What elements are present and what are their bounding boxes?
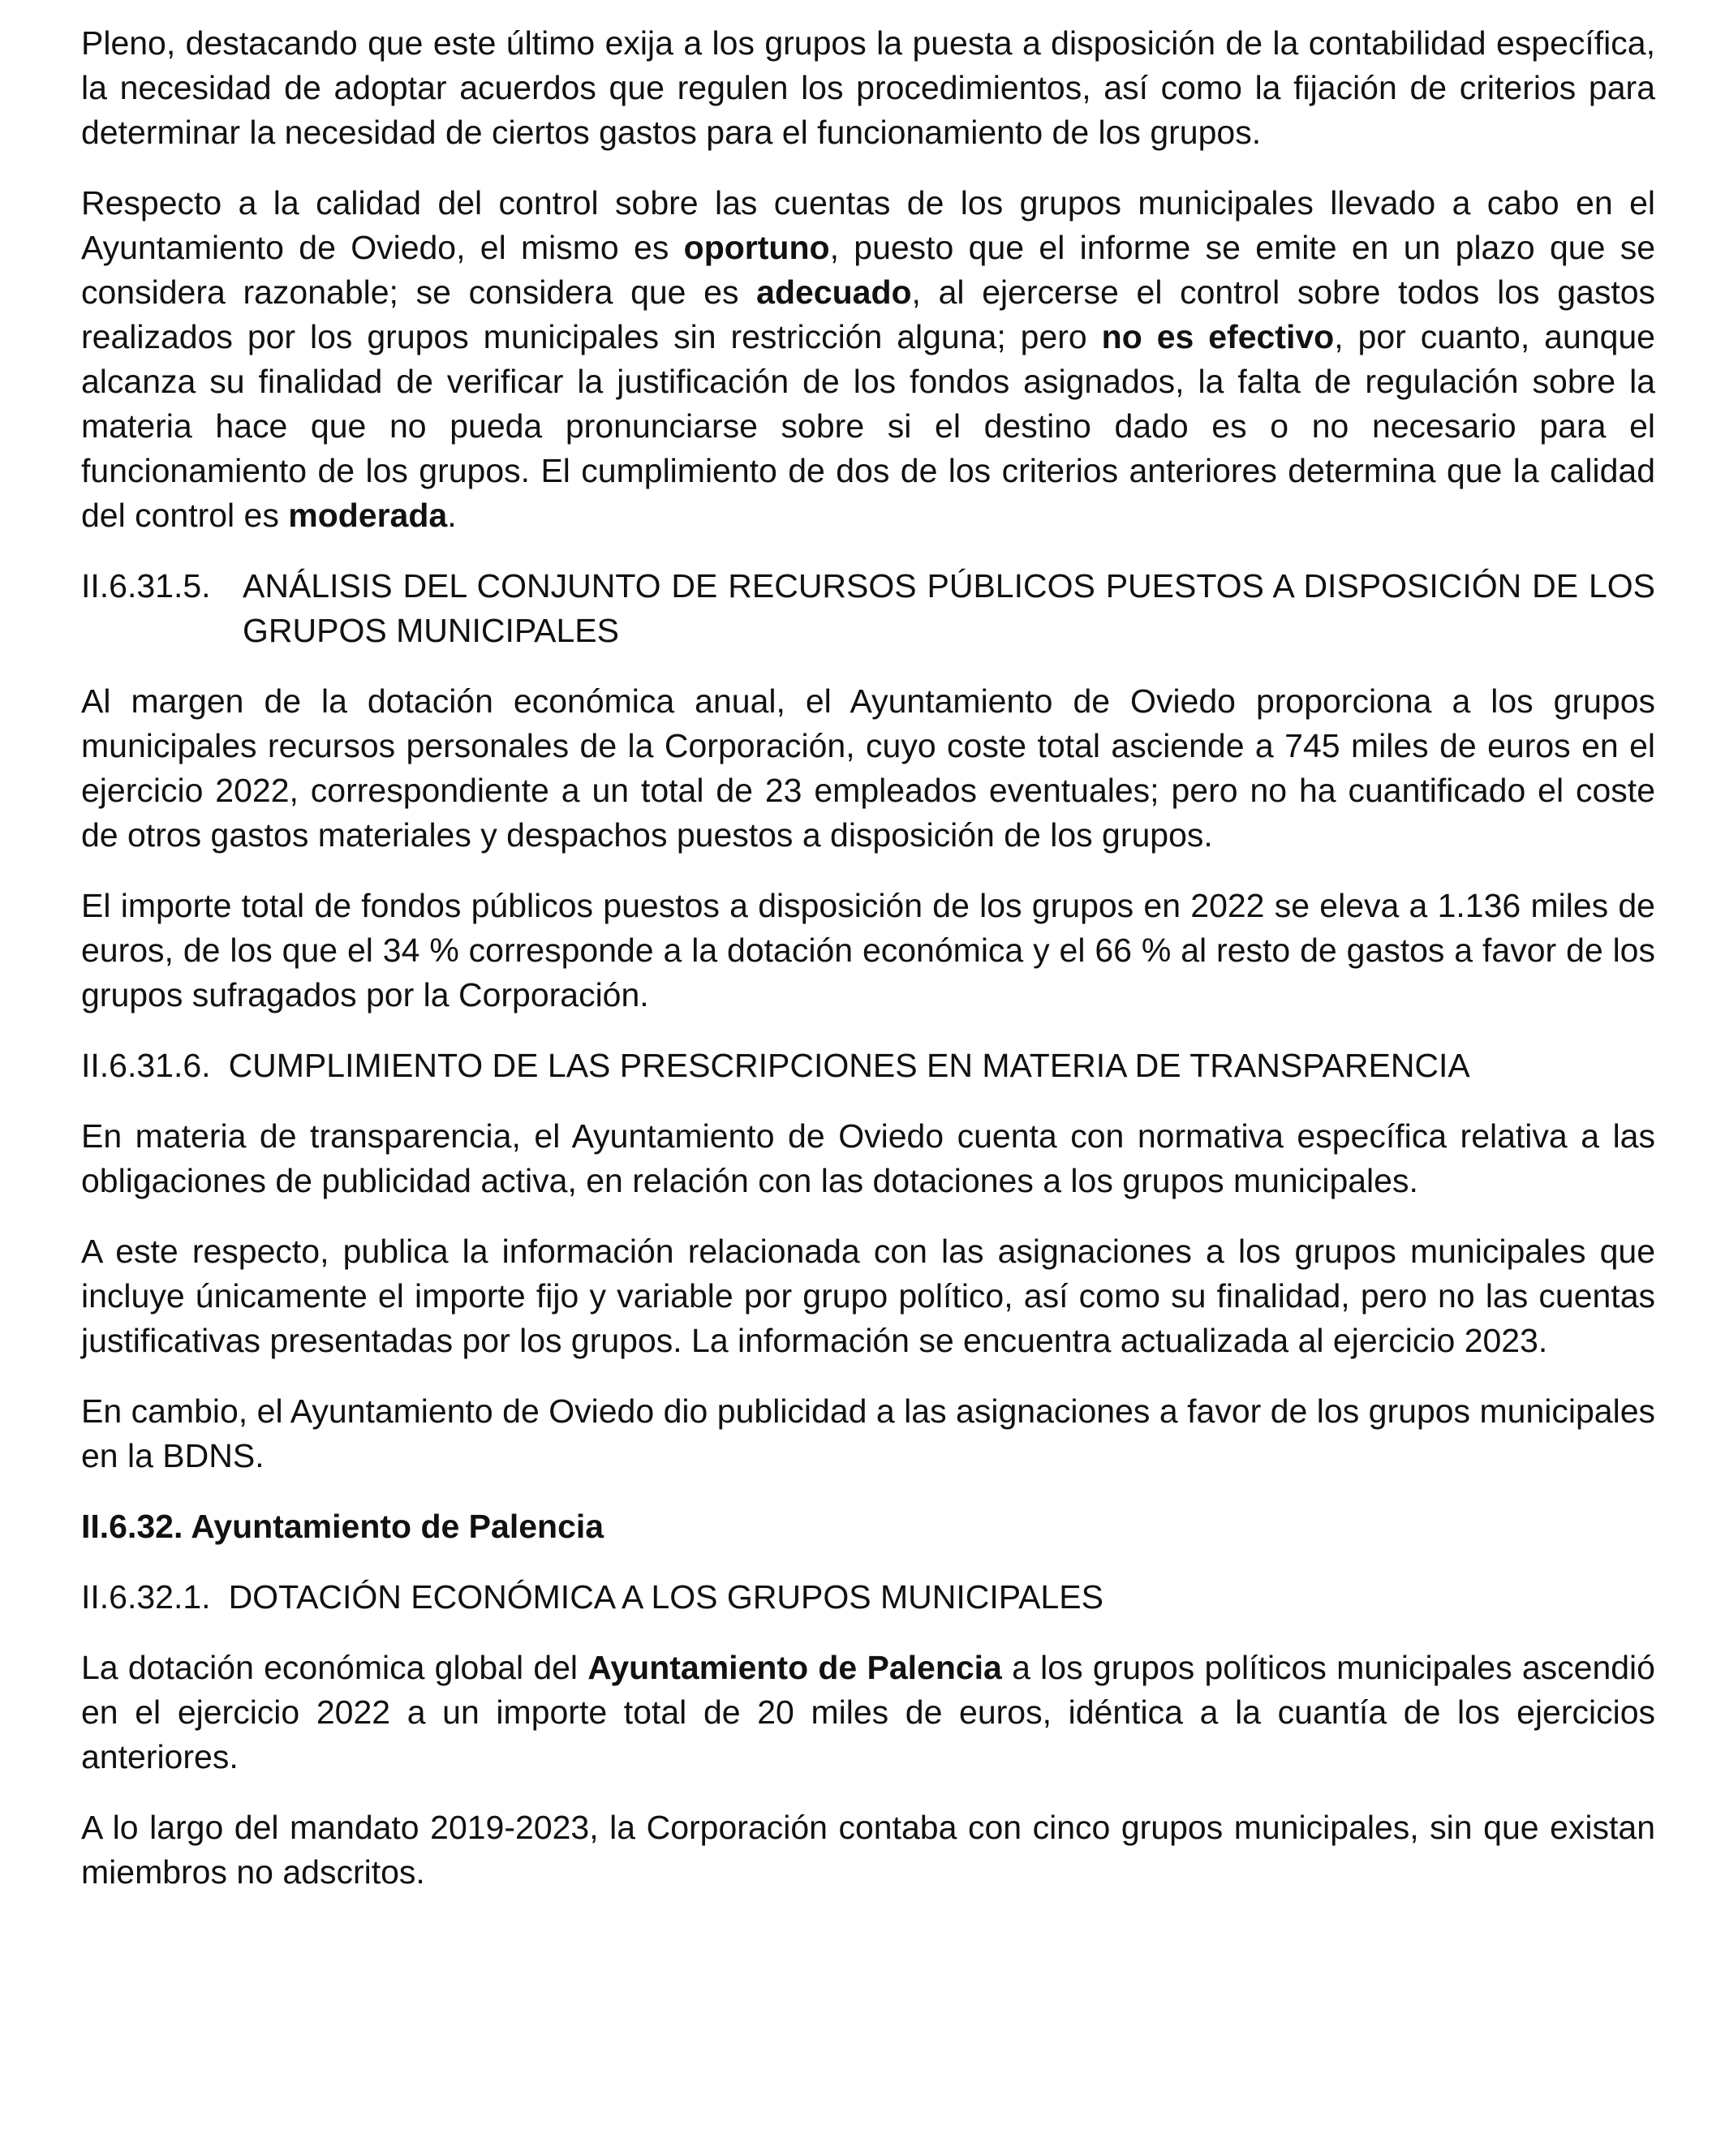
text-segment: . [447, 497, 457, 534]
section-title: ANÁLISIS DEL CONJUNTO DE RECURSOS PÚBLICOS PUESTOS A DISPOSICIÓN DE LOS GRUPOS MUNICIPALES [243, 567, 1655, 649]
text-segment: , puesto que el informe se emite en un plazo que se considera razonable; se considera que es [81, 229, 1655, 311]
paragraph-recursos-personales: Al margen de la dotación económica anual, el Ayuntamiento de Oviedo proporciona a los grupos municipales recursos personales de la Corporación, cuyo coste total asciende a 745 miles de euros en el ejercicio 2022, correspondiente a un total de 23 empleados eventuales; pero no ha cuantificado el coste de otros gastos materiales y despachos puestos a disposición de los grupos. [81, 682, 1655, 854]
section-title: DOTACIÓN ECONÓMICA A LOS GRUPOS MUNICIPALES [228, 1578, 1103, 1616]
paragraph-transparencia: En materia de transparencia, el Ayuntamiento de Oviedo cuenta con normativa específica relativa a las obligaciones de publicidad activa, en relación con las dotaciones a los grupos municipales. [81, 1117, 1655, 1199]
paragraph-dotacion-palencia [81, 1646, 1655, 1779]
paragraph-pleno: Pleno, destacando que este último exija a los grupos la puesta a disposición de la contabilidad específica, la necesidad de adoptar acuerdos que regulen los procedimientos, así como la fijación de criterios para determinar la necesidad de ciertos gastos para el funcionamiento de los grupos. [81, 24, 1655, 151]
bold-ayuntamiento-palencia: Ayuntamiento de Palencia [587, 1649, 1002, 1686]
text-segment: Respecto a la calidad del control sobre las cuentas de los grupos municipales llevado a cabo en el Ayuntamiento de Oviedo, el mismo es [81, 184, 1655, 266]
section-heading-ii-6-31-5 [81, 564, 1655, 653]
paragraph-importe-total: El importe total de fondos públicos puestos a disposición de los grupos en 2022 se eleva a 1.136 miles de euros, de los que el 34 % corresponde a la dotación económica y el 66 % al resto de gastos a favor de los grupos sufragados por la Corporación. [81, 887, 1655, 1013]
section-heading-palencia: II.6.32. Ayuntamiento de Palencia [81, 1508, 604, 1545]
paragraph-bdns: En cambio, el Ayuntamiento de Oviedo dio publicidad a las asignaciones a favor de los grupos municipales en la BDNS. [81, 1392, 1655, 1474]
bold-moderada: moderada [288, 497, 448, 534]
paragraph-publica-informacion: A este respecto, publica la información relacionada con las asignaciones a los grupos municipales que incluye únicamente el importe fijo y variable por grupo político, así como su finalidad, pero no las cuentas justificativas presentadas por los grupos. La información se encuentra actualizada al ejercicio 2023. [81, 1233, 1655, 1359]
section-title: CUMPLIMIENTO DE LAS PRESCRIPCIONES EN MATERIA DE TRANSPARENCIA [228, 1047, 1470, 1084]
section-number: II.6.31.5. [81, 567, 211, 605]
section-number: II.6.32.1. [81, 1578, 211, 1616]
paragraph-calidad-control [81, 181, 1655, 538]
paragraph-mandato: A lo largo del mandato 2019-2023, la Corporación contaba con cinco grupos municipales, sin que existan miembros no adscritos. [81, 1809, 1655, 1891]
section-number: II.6.31.6. [81, 1047, 211, 1084]
text-segment: La dotación económica global del [81, 1649, 588, 1686]
section-heading-ii-6-31-6 [81, 1044, 1655, 1088]
section-heading-ii-6-32-1 [81, 1575, 1655, 1620]
document-page [81, 21, 1655, 1921]
text-segment: a los grupos políticos municipales ascendió en el ejercicio 2022 a un importe total de 20 miles de euros, idéntica a la cuantía de los ejercicios anteriores. [81, 1649, 1655, 1775]
text-segment: , al ejercerse el control sobre todos los gastos realizados por los grupos municipales sin restricción alguna; pero [81, 273, 1656, 355]
bold-no-es-efectivo: no es efectivo [1101, 318, 1335, 355]
bold-adecuado: adecuado [756, 273, 912, 311]
text-segment: , por cuanto, aunque alcanza su finalidad de verificar la justificación de los fondos asignados, la falta de regulación sobre la materia hace que no pueda pronunciarse sobre si el destino dado es o no necesario para el funcionamiento de los grupos. El cumplimiento de dos de los criterios anteriores determina que la calidad del control es [81, 318, 1655, 534]
bold-oportuno: oportuno [683, 229, 830, 266]
